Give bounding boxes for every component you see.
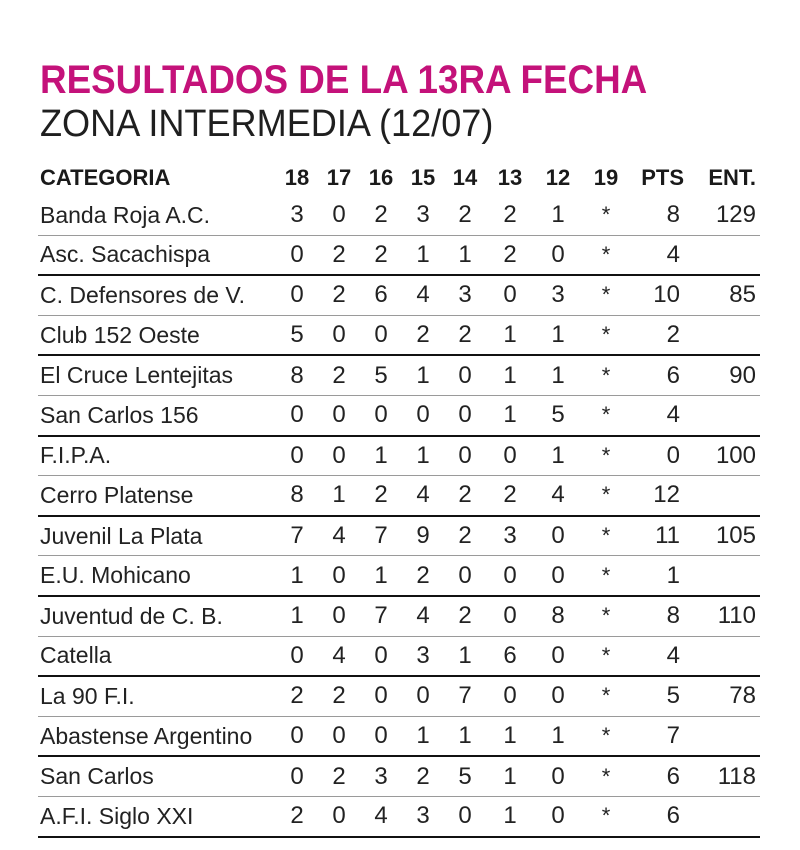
page-title: RESULTADOS DE LA 13RA FECHA: [40, 58, 648, 102]
ent-value: 78: [690, 676, 760, 716]
score-15: 2: [402, 315, 444, 355]
table-row: [38, 395, 760, 435]
score-15: 4: [402, 476, 444, 516]
score-14: 2: [444, 315, 486, 355]
score-12: 0: [534, 636, 582, 676]
score-16: 0: [360, 716, 402, 756]
score-19: *: [582, 676, 630, 716]
table-row: [38, 636, 760, 676]
page-subtitle: ZONA INTERMEDIA (12/07): [40, 103, 494, 145]
points: 6: [630, 355, 690, 395]
ent-value: [690, 636, 760, 676]
score-19: *: [582, 315, 630, 355]
score-15: 1: [402, 436, 444, 476]
score-13: 1: [486, 716, 534, 756]
team-name: Banda Roja A.C.: [38, 196, 276, 235]
table-row: [38, 196, 760, 235]
score-19: *: [582, 636, 630, 676]
score-13: 2: [486, 476, 534, 516]
header-round-19: 19: [593, 165, 619, 190]
score-12: 1: [534, 355, 582, 395]
table-row: [38, 596, 760, 636]
score-13: 2: [486, 235, 534, 275]
score-19: *: [582, 275, 630, 315]
score-17: 2: [318, 275, 360, 315]
points: 7: [630, 716, 690, 756]
ent-value: [690, 796, 760, 836]
table-header: [38, 160, 760, 196]
table-row: [38, 796, 760, 836]
score-18: 2: [276, 796, 318, 836]
score-19: *: [582, 235, 630, 275]
score-16: 2: [360, 476, 402, 516]
score-12: 1: [534, 436, 582, 476]
score-14: 1: [444, 716, 486, 756]
score-12: 0: [534, 756, 582, 796]
header-round-17: 17: [326, 165, 352, 190]
score-18: 0: [276, 235, 318, 275]
score-15: 0: [402, 395, 444, 435]
score-19: *: [582, 476, 630, 516]
score-18: 8: [276, 355, 318, 395]
ent-value: [690, 556, 760, 596]
table-row: [38, 516, 760, 556]
ent-value: 110: [690, 596, 760, 636]
points: 8: [630, 196, 690, 235]
points: 2: [630, 315, 690, 355]
score-17: 2: [318, 235, 360, 275]
table-row: [38, 355, 760, 395]
score-14: 3: [444, 275, 486, 315]
score-19: *: [582, 516, 630, 556]
score-13: 0: [486, 436, 534, 476]
ent-value: 100: [690, 436, 760, 476]
ent-value: 90: [690, 355, 760, 395]
ent-value: 85: [690, 275, 760, 315]
ent-value: 105: [690, 516, 760, 556]
score-14: 0: [444, 395, 486, 435]
points: 4: [630, 235, 690, 275]
team-name: Catella: [38, 636, 276, 676]
team-name: A.F.I. Siglo XXI: [38, 796, 276, 836]
score-13: 1: [486, 355, 534, 395]
score-17: 1: [318, 476, 360, 516]
score-13: 0: [486, 556, 534, 596]
score-13: 0: [486, 676, 534, 716]
results-table: [38, 160, 760, 838]
score-18: 0: [276, 395, 318, 435]
results-body: [38, 196, 760, 837]
score-14: 1: [444, 235, 486, 275]
ent-value: [690, 716, 760, 756]
score-18: 1: [276, 556, 318, 596]
score-12: 0: [534, 796, 582, 836]
table-row: [38, 436, 760, 476]
points: 1: [630, 556, 690, 596]
points: 12: [630, 476, 690, 516]
ent-value: [690, 315, 760, 355]
ent-value: 129: [690, 196, 760, 235]
table-row: [38, 235, 760, 275]
points: 6: [630, 756, 690, 796]
score-12: 3: [534, 275, 582, 315]
score-16: 5: [360, 355, 402, 395]
header-round-16: 16: [368, 165, 394, 190]
score-14: 1: [444, 636, 486, 676]
score-18: 2: [276, 676, 318, 716]
ent-value: [690, 235, 760, 275]
score-19: *: [582, 596, 630, 636]
score-17: 0: [318, 716, 360, 756]
points: 5: [630, 676, 690, 716]
score-14: 0: [444, 556, 486, 596]
score-17: 0: [318, 596, 360, 636]
table-row: [38, 756, 760, 796]
score-19: *: [582, 436, 630, 476]
score-17: 2: [318, 355, 360, 395]
score-12: 8: [534, 596, 582, 636]
score-12: 0: [534, 556, 582, 596]
team-name: Club 152 Oeste: [38, 315, 276, 355]
score-18: 0: [276, 275, 318, 315]
score-18: 0: [276, 636, 318, 676]
team-name: F.I.P.A.: [38, 436, 276, 476]
team-name: C. Defensores de V.: [38, 275, 276, 315]
score-15: 4: [402, 275, 444, 315]
score-14: 7: [444, 676, 486, 716]
score-12: 4: [534, 476, 582, 516]
score-15: 0: [402, 676, 444, 716]
score-18: 7: [276, 516, 318, 556]
points: 11: [630, 516, 690, 556]
header-pts: PTS: [641, 165, 684, 190]
score-19: *: [582, 796, 630, 836]
score-12: 5: [534, 395, 582, 435]
ent-value: [690, 476, 760, 516]
header-round-12: 12: [545, 165, 571, 190]
header-categoria: CATEGORIA: [40, 165, 171, 190]
points: 0: [630, 436, 690, 476]
score-18: 0: [276, 756, 318, 796]
score-16: 0: [360, 676, 402, 716]
table-row: [38, 556, 760, 596]
score-15: 9: [402, 516, 444, 556]
score-14: 0: [444, 796, 486, 836]
score-12: 1: [534, 315, 582, 355]
score-18: 8: [276, 476, 318, 516]
score-17: 0: [318, 395, 360, 435]
score-18: 0: [276, 436, 318, 476]
ent-value: 118: [690, 756, 760, 796]
score-16: 4: [360, 796, 402, 836]
header-round-15: 15: [410, 165, 436, 190]
score-17: 4: [318, 516, 360, 556]
score-15: 3: [402, 796, 444, 836]
score-12: 0: [534, 676, 582, 716]
score-15: 1: [402, 716, 444, 756]
team-name: San Carlos 156: [38, 395, 276, 435]
score-19: *: [582, 716, 630, 756]
header-round-13: 13: [497, 165, 523, 190]
score-15: 1: [402, 355, 444, 395]
score-16: 6: [360, 275, 402, 315]
score-16: 7: [360, 516, 402, 556]
score-17: 2: [318, 676, 360, 716]
score-19: *: [582, 355, 630, 395]
score-17: 4: [318, 636, 360, 676]
score-13: 3: [486, 516, 534, 556]
score-19: *: [582, 556, 630, 596]
score-16: 0: [360, 636, 402, 676]
score-15: 2: [402, 556, 444, 596]
header-round-14: 14: [452, 165, 478, 190]
points: 4: [630, 636, 690, 676]
score-14: 2: [444, 476, 486, 516]
score-19: *: [582, 756, 630, 796]
score-14: 2: [444, 596, 486, 636]
table-row: [38, 716, 760, 756]
score-13: 1: [486, 756, 534, 796]
score-14: 2: [444, 516, 486, 556]
team-name: San Carlos: [38, 756, 276, 796]
score-16: 2: [360, 196, 402, 235]
score-16: 7: [360, 596, 402, 636]
score-14: 2: [444, 196, 486, 235]
score-12: 1: [534, 196, 582, 235]
table-row: [38, 275, 760, 315]
table-row: [38, 676, 760, 716]
score-15: 2: [402, 756, 444, 796]
team-name: Juvenil La Plata: [38, 516, 276, 556]
score-14: 5: [444, 756, 486, 796]
score-15: 3: [402, 636, 444, 676]
table-row: [38, 315, 760, 355]
points: 10: [630, 275, 690, 315]
score-19: *: [582, 196, 630, 235]
team-name: Asc. Sacachispa: [38, 235, 276, 275]
score-17: 2: [318, 756, 360, 796]
score-12: 0: [534, 516, 582, 556]
score-15: 1: [402, 235, 444, 275]
score-17: 0: [318, 196, 360, 235]
team-name: E.U. Mohicano: [38, 556, 276, 596]
score-12: 0: [534, 235, 582, 275]
team-name: Juventud de C. B.: [38, 596, 276, 636]
header-ent: ENT.: [708, 165, 756, 190]
score-16: 1: [360, 436, 402, 476]
header-round-18: 18: [284, 165, 310, 190]
points: 6: [630, 796, 690, 836]
score-18: 1: [276, 596, 318, 636]
score-16: 1: [360, 556, 402, 596]
score-18: 3: [276, 196, 318, 235]
score-16: 0: [360, 315, 402, 355]
score-13: 0: [486, 275, 534, 315]
score-16: 0: [360, 395, 402, 435]
score-19: *: [582, 395, 630, 435]
table-row: [38, 476, 760, 516]
score-15: 4: [402, 596, 444, 636]
score-13: 1: [486, 395, 534, 435]
score-14: 0: [444, 355, 486, 395]
score-17: 0: [318, 556, 360, 596]
points: 8: [630, 596, 690, 636]
score-18: 0: [276, 716, 318, 756]
score-13: 0: [486, 596, 534, 636]
score-18: 5: [276, 315, 318, 355]
score-12: 1: [534, 716, 582, 756]
score-13: 1: [486, 315, 534, 355]
score-14: 0: [444, 436, 486, 476]
points: 4: [630, 395, 690, 435]
ent-value: [690, 395, 760, 435]
team-name: La 90 F.I.: [38, 676, 276, 716]
score-17: 0: [318, 436, 360, 476]
score-13: 6: [486, 636, 534, 676]
score-16: 3: [360, 756, 402, 796]
score-15: 3: [402, 196, 444, 235]
team-name: Cerro Platense: [38, 476, 276, 516]
team-name: El Cruce Lentejitas: [38, 355, 276, 395]
score-17: 0: [318, 796, 360, 836]
team-name: Abastense Argentino: [38, 716, 276, 756]
score-13: 1: [486, 796, 534, 836]
score-16: 2: [360, 235, 402, 275]
score-17: 0: [318, 315, 360, 355]
score-13: 2: [486, 196, 534, 235]
